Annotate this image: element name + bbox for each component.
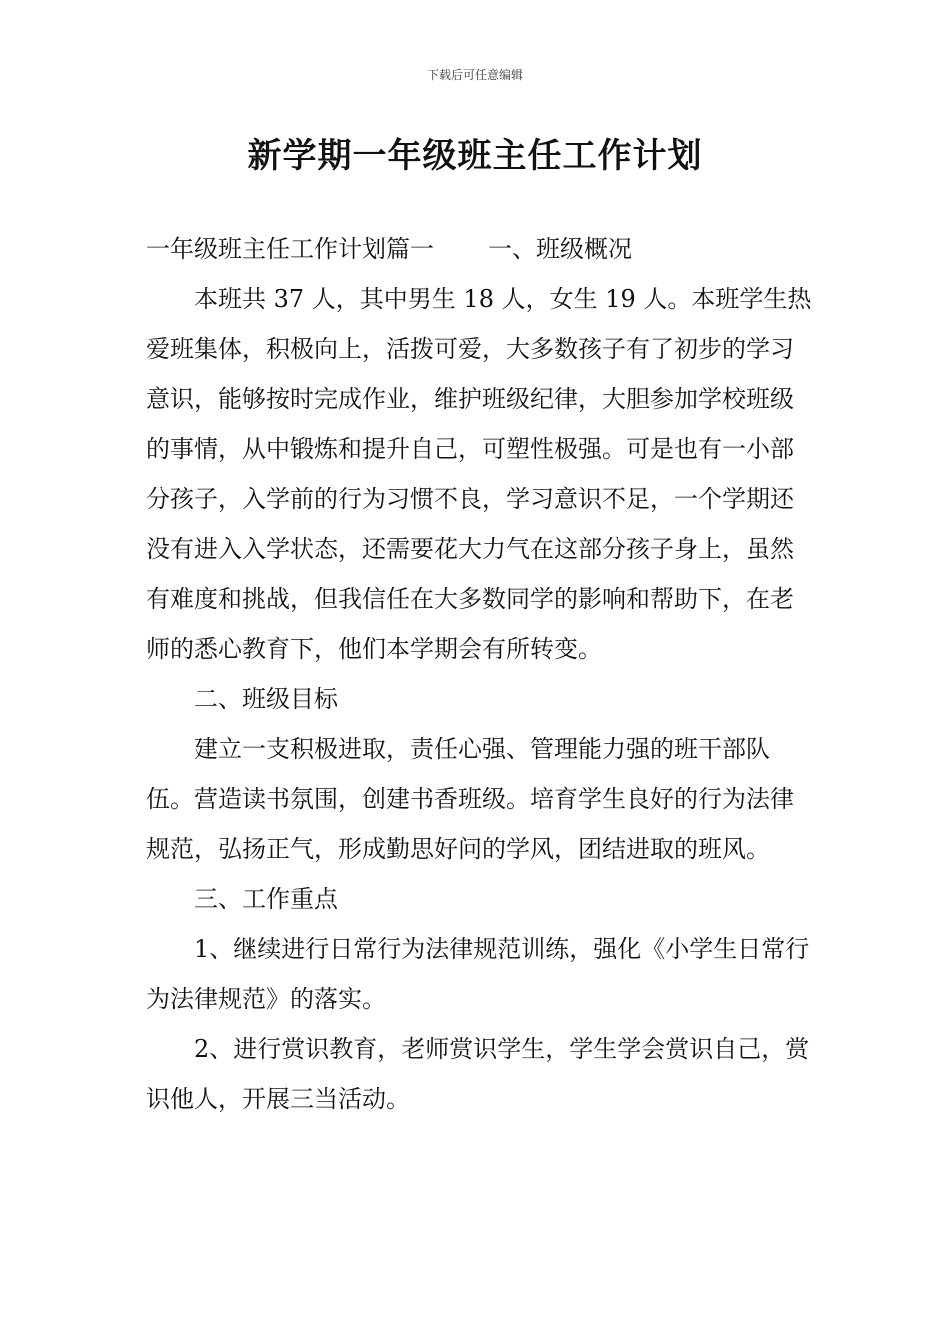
paragraph-class-goals: 建立一支积极进取，责任心强、管理能力强的班干部队伍。营造读书氛围，创建书香班级。培育学生良好的行为法律规范，弘扬正气，形成勤思好问的学风，团结进取的班风。 bbox=[146, 735, 794, 863]
section-heading-1: 一、班级概况 bbox=[488, 235, 632, 263]
section-heading-3: 三、工作重点 bbox=[194, 885, 338, 913]
document-title: 新学期一年级班主任工作计划 bbox=[247, 136, 703, 176]
part-label: 一年级班主任工作计划篇一 bbox=[146, 235, 434, 263]
section-heading-2: 二、班级目标 bbox=[194, 685, 338, 713]
list-item-1: 1、继续进行日常行为法律规范训练，强化《小学生日常行为法律规范》的落实。 bbox=[146, 935, 810, 1013]
paragraph-class-overview: 本班共 37 人，其中男生 18 人，女生 19 人。本班学生热爱班集体，积极向上，活拨可爱，大多数孩子有了初步的学习意识，能够按时完成作业，维护班级纪律，大胆参加学校班级的事情，从中锻炼和提升自己，可塑性极强。可是也有一小部分孩子，入学前的行为习惯不良，学习意识不足，一个学期还没有进入入学状态，还需要花大力气在这部分孩子身上，虽然有难度和挑战，但我信任在大多数同学的影响和帮助下，在老师的悉心教育下，他们本学期会有所转变。 bbox=[146, 285, 812, 663]
intro-line bbox=[146, 224, 816, 274]
list-item-2: 2、进行赏识教育，老师赏识学生，学生学会赏识自己，赏识他人，开展三当活动。 bbox=[146, 1035, 810, 1113]
header-note: 下载后可任意编辑 bbox=[426, 68, 523, 82]
document-body bbox=[146, 224, 816, 1124]
